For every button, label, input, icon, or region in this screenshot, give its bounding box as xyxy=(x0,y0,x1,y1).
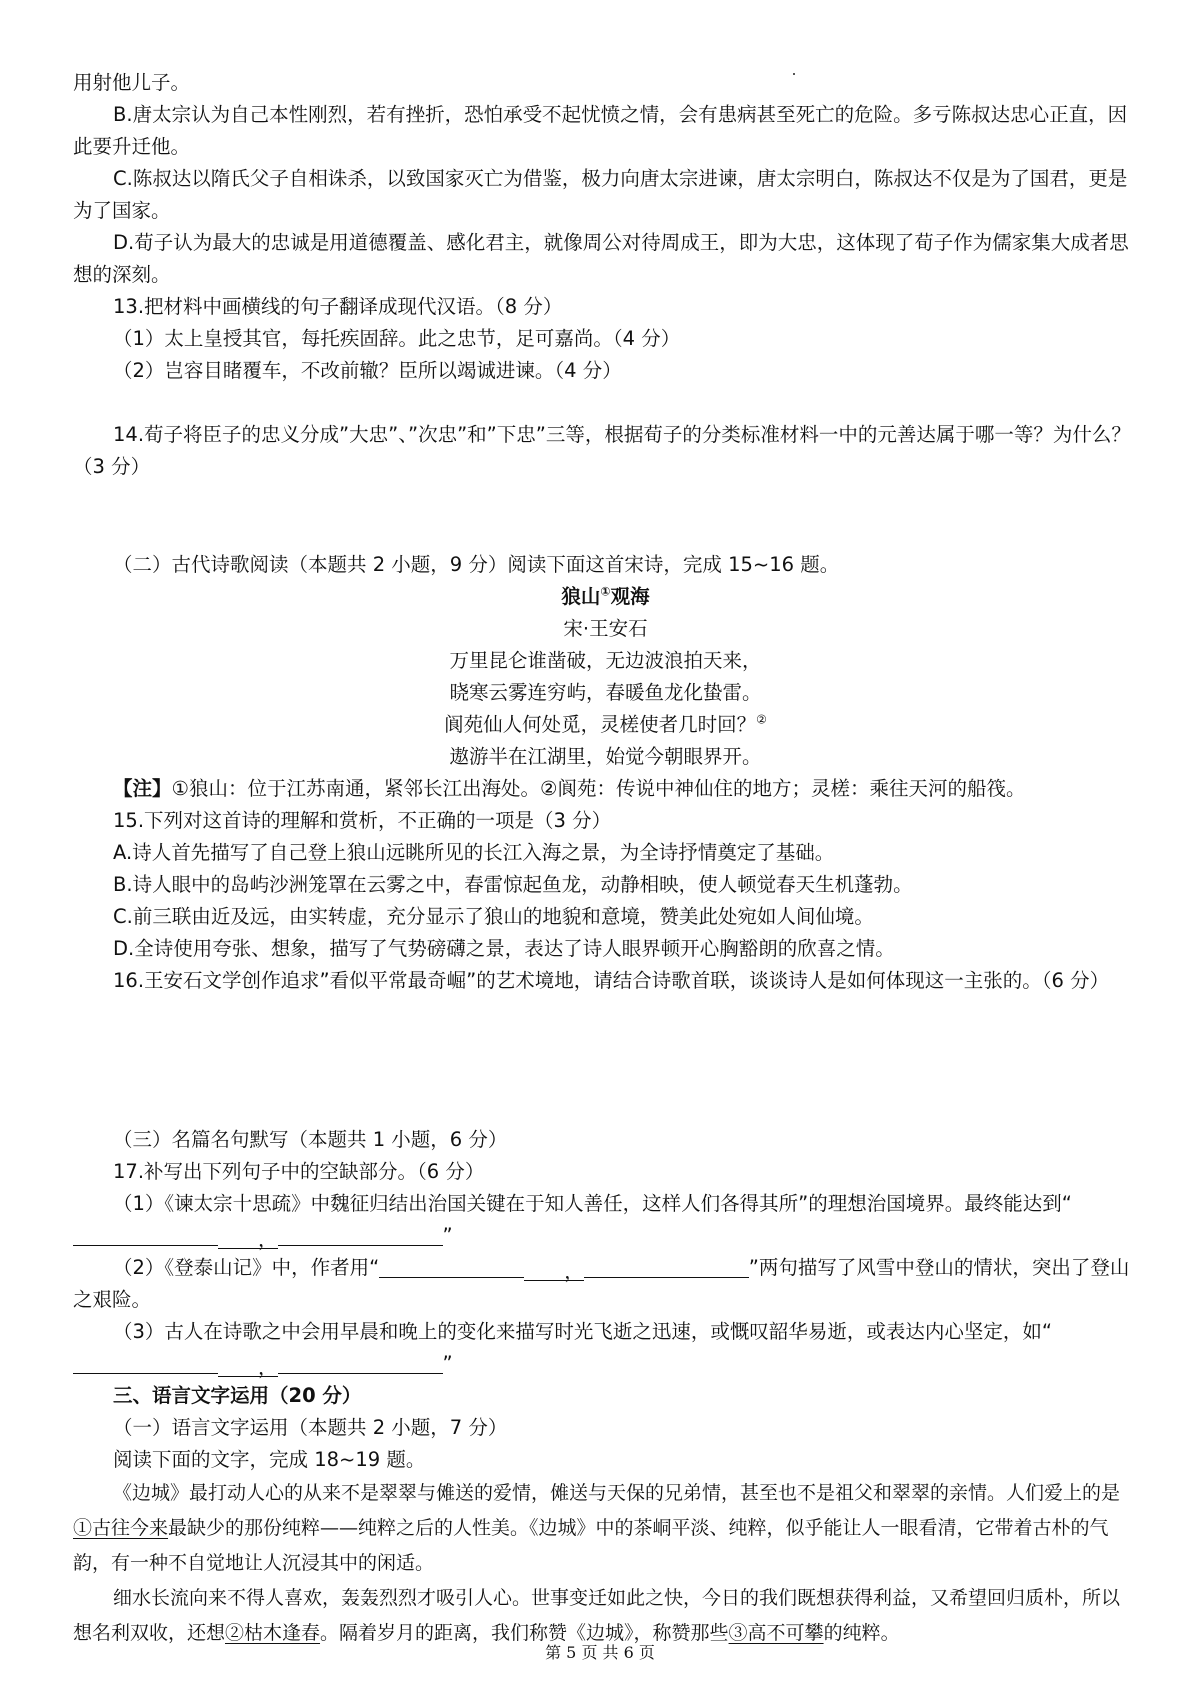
q15-option-c: C.前三联由近及远，由实转虚，充分显示了狼山的地貌和意境，赞美此处宛如人间仙境。 xyxy=(113,905,874,928)
poem-author: 宋·王安石 xyxy=(563,617,648,640)
section-heading-poetry: （二）古代诗歌阅读（本题共 2 小题，9 分）阅读下面这首宋诗，完成 15~16 题。 xyxy=(113,553,840,576)
q16-stem: 16.王安石文学创作追求”看似平常最奇崛”的艺术境地，请结合诗歌首联，谈谈诗人是如何体现这一主张的。（6 分） xyxy=(113,969,1110,992)
q17-item-2 xyxy=(73,1252,1138,1316)
footnote-mark-1: ① xyxy=(600,584,611,599)
passage-paragraph-1 xyxy=(73,1476,1138,1581)
note-label: 【注】 xyxy=(113,777,172,800)
q17-item-2-text: （2）《登泰山记》中，作者用“ xyxy=(113,1256,380,1279)
closing-quote: ” xyxy=(442,1352,453,1375)
option-a-tail: 用射他儿子。 xyxy=(73,71,191,94)
q17-item-1-text: （1）《谏太宗十思疏》中魏征归结出治国关键在于知人善任，这样人们各得其所”的理想治国境界。最终能达到“ xyxy=(113,1192,1072,1215)
q15-stem: 15.下列对这首诗的理解和赏析，不正确的一项是（3 分） xyxy=(113,809,612,832)
q14-stem: 14.荀子将臣子的忠义分成”大忠”、”次忠”和”下忠”三等，根据荀子的分类标准材料一中的元善达属于哪一等？为什么？（3 分） xyxy=(73,423,1131,478)
answer-blank[interactable] xyxy=(278,1221,443,1246)
answer-blank[interactable] xyxy=(278,1349,443,1374)
q15-option-a: A.诗人首先描写了自己登上狼山远眺所见的长江入海之景，为全诗抒情奠定了基础。 xyxy=(113,841,835,864)
underlined-idiom-3: ③高不可攀 xyxy=(728,1622,824,1644)
footnote-mark-2: ② xyxy=(756,712,767,727)
q12-options xyxy=(73,67,1138,291)
poem-note xyxy=(73,773,1138,805)
blank-comma: ， xyxy=(218,1224,278,1249)
language-use-section xyxy=(73,1380,1138,1651)
note-text: ①狼山：位于江苏南通，紧邻长江出海处。②阆苑：传说中神仙住的地方；灵槎：乘往天河的船筏。 xyxy=(171,777,1026,800)
q15-option-d: D.全诗使用夸张、想象，描写了气势磅礴之景，表达了诗人眼界顿开心胸豁朗的欣喜之情。 xyxy=(113,937,895,960)
answer-blank[interactable] xyxy=(73,1349,218,1374)
answer-blank[interactable] xyxy=(379,1253,524,1278)
poem-line: 遨游半在江湖里，始觉今朝眼界开。 xyxy=(449,745,762,768)
q15-option-b: B.诗人眼中的岛屿沙洲笼罩在云雾之中，春雷惊起鱼龙，动静相映，使人顿觉春天生机蓬勃。 xyxy=(113,873,913,896)
part3-heading: 三、语言文字运用（20 分） xyxy=(113,1384,362,1407)
poem-line: 晓寒云雾连穷屿，春暖鱼龙化蛰雷。 xyxy=(449,681,762,704)
section-heading-dictation: （三）名篇名句默写（本题共 1 小题，6 分） xyxy=(113,1128,508,1151)
option-d: D.荀子认为最大的忠诚是用道德覆盖、感化君主，就像周公对待周成王，即为大忠，这体现了荀子作为儒家集大成者思想的深刻。 xyxy=(73,231,1129,286)
answer-blank[interactable] xyxy=(73,1221,218,1246)
passage-text: 细水长流向来不得人喜欢，轰轰烈烈才吸引人心。世事变迁如此之快，今日的我们既想获得利益，又希望回归质朴，所以想名利双收，还想 xyxy=(73,1587,1121,1644)
option-c: C.陈叔达以隋氏父子自相诛杀，以致国家灭亡为借鉴，极力向唐太宗进谏，唐太宗明白，陈叔达不仅是为了国君，更是为了国家。 xyxy=(73,167,1128,222)
passage-text: 最缺少的那份纯粹——纯粹之后的人性美。《边城》中的茶峒平淡、纯粹，似乎能让人一眼看清，它带着古朴的气韵，有一种不自觉地让人沉浸其中的闲适。 xyxy=(73,1517,1109,1574)
poem-line: 万里昆仑谁凿破，无边波浪拍天来， xyxy=(449,649,762,672)
q17-item-3-text: （3）古人在诗歌之中会用早晨和晚上的变化来描写时光飞逝之迅速，或慨叹韶华易逝，或表达内心坚定，如“ xyxy=(113,1320,1053,1343)
poem-title xyxy=(73,581,1138,613)
part3-instruction: 阅读下面的文字，完成 18~19 题。 xyxy=(113,1448,426,1471)
question-13 xyxy=(73,291,1138,387)
blank-comma: ， xyxy=(218,1352,278,1377)
q17-stem: 17.补写出下列句子中的空缺部分。（6 分） xyxy=(113,1160,485,1183)
question-14 xyxy=(73,419,1138,483)
page-number: 第 5 页 共 6 页 xyxy=(545,1643,655,1662)
underlined-idiom-2: ②枯木逢春 xyxy=(225,1622,321,1644)
q17-item-3 xyxy=(73,1316,1138,1380)
q17-item-1 xyxy=(73,1188,1138,1252)
passage-paragraph-2 xyxy=(73,1581,1138,1651)
blank-comma: ， xyxy=(524,1256,584,1281)
poem-line-text: 阆苑仙人何处觅，灵槎使者几时回？ xyxy=(444,713,757,736)
q13-sentence-2: （2）岂容目睹覆车，不改前辙？臣所以竭诚进谏。（4 分） xyxy=(113,359,622,382)
answer-blank[interactable] xyxy=(584,1253,749,1278)
poem-title-rest: 观海 xyxy=(610,585,650,608)
poem-title-main: 狼山 xyxy=(561,585,601,608)
q13-sentence-1: （1）太上皇授其官，每托疾固辞。此之忠节，足可嘉尚。（4 分） xyxy=(113,327,681,350)
question-15 xyxy=(73,805,1138,965)
passage-text: 。隔着岁月的距离，我们称赞《边城》，称赞那些 xyxy=(320,1622,729,1644)
q17-item-2-rest: ”两句描写了风雪中登山的情状，突出了登山之艰险。 xyxy=(73,1256,1130,1311)
passage-text: 《边城》最打动人心的从来不是翠翠与傩送的爱情，傩送与天保的兄弟情，甚至也不是祖父和翠翠的亲情。人们爱上的是 xyxy=(113,1482,1121,1504)
question-16 xyxy=(73,965,1138,997)
passage-text: 的纯粹。 xyxy=(823,1622,900,1644)
option-b: B.唐太宗认为自己本性刚烈，若有挫折，恐怕承受不起忧愤之情，会有患病甚至死亡的危险。多亏陈叔达忠心正直，因此要升迁他。 xyxy=(73,103,1128,158)
q13-stem: 13.把材料中画横线的句子翻译成现代汉语。（8 分） xyxy=(113,295,563,318)
poem-line xyxy=(73,709,1138,741)
closing-quote: ” xyxy=(442,1224,453,1247)
underlined-idiom-1: ①古往今来 xyxy=(73,1517,169,1539)
poetry-section xyxy=(73,549,1138,805)
dictation-section xyxy=(73,1124,1138,1380)
part3-subheading: （一）语言文字运用（本题共 2 小题，7 分） xyxy=(113,1416,508,1439)
